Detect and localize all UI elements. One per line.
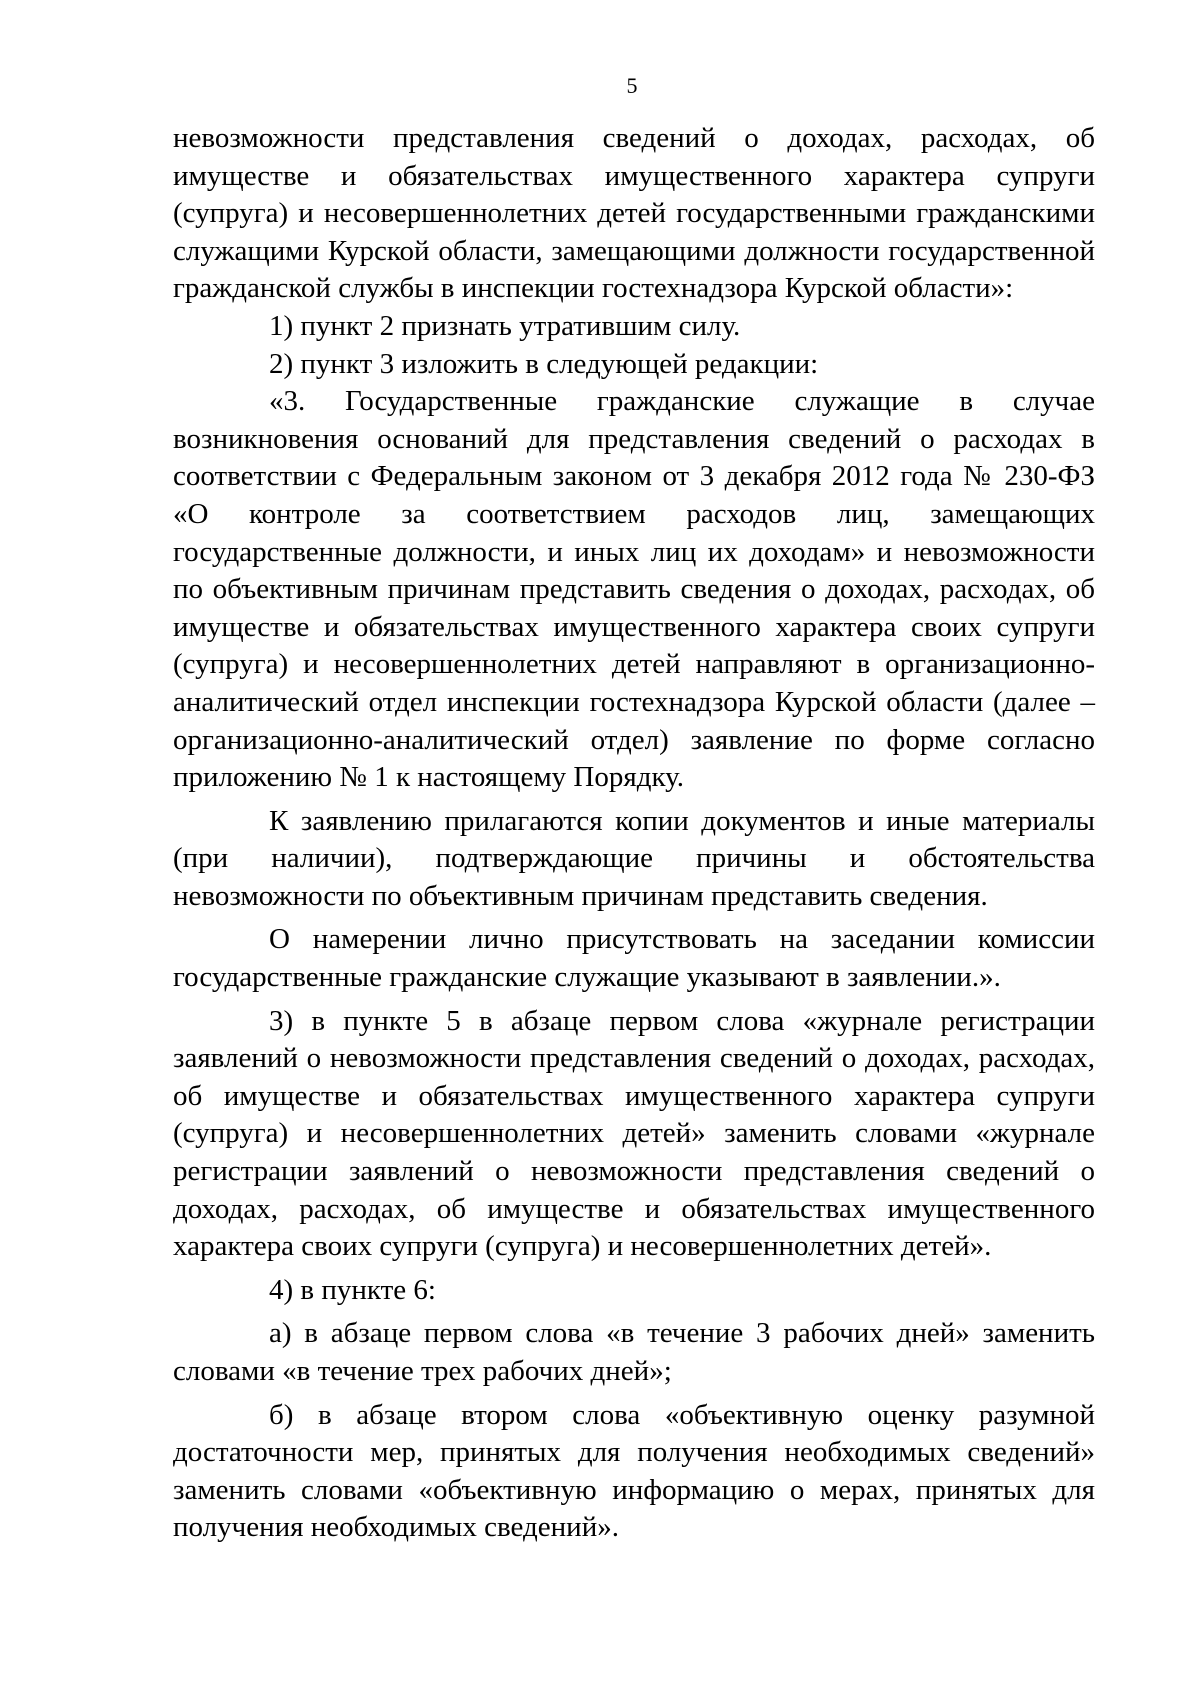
paragraph-intro-continuation: невозможности представления сведений о доходах, расходах, об имуществе и обязательствах имущественного характера супруги (супруга) и несовершеннолетних детей государственными гражданскими служащими Курской области, замещающими должности государственной гражданской службы в инспекции гостехнадзора Курской области»:: [173, 122, 1095, 305]
paragraph-item-1: 1) пункт 2 признать утратившим силу.: [269, 309, 741, 342]
paragraph-item-3: 3) в пункте 5 в абзаце первом слова «журнале регистрации заявлений о невозможности представления сведений о доходах, расходах, об имуществе и обязательствах имущественного характера супруги (супруга) и несовершеннолетних детей» заменить словами «журнале регистрации заявлений о невозможности представления сведений о доходах, расходах, об имуществе и обязательствах имущественного характера своих супруги (супруга) и несовершеннолетних детей».: [173, 1004, 1095, 1263]
page-number: 5: [626, 73, 638, 98]
paragraph-attachments: К заявлению прилагаются копии документов и иные материалы (при наличии), подтверждающие причины и обстоятельства невозможности по объективным причинам представить сведения.: [173, 804, 1095, 912]
paragraph-subitem-b: б) в абзаце втором слова «объективную оценку разумной достаточности мер, принятых для получения необходимых сведений» заменить словами «объективную информацию о мерах, принятых для получения необходимых сведений».: [173, 1398, 1095, 1544]
paragraph-item-2: 2) пункт 3 изложить в следующей редакции:: [269, 347, 819, 380]
paragraph-item-4: 4) в пункте 6:: [269, 1273, 436, 1306]
paragraph-new-clause-3: «3. Государственные гражданские служащие в случае возникновения оснований для представления сведений о расходах в соответствии с Федеральным законом от 3 декабря 2012 года № 230-ФЗ «О контроле за соответствием расходов лиц, замещающих государственные должности, и иных лиц их доходам» и невозможности по объективным причинам представить сведения о доходах, расходах, об имуществе и обязательствах имущественного характера своих супруги (супруга) и несовершеннолетних детей направляют в организационно-аналитический отдел инспекции гостехнадзора Курской области (далее – организационно-аналитический отдел) заявление по форме согласно приложению № 1 к настоящему Порядку.: [173, 385, 1095, 794]
paragraph-attendance-intent: О намерении лично присутствовать на заседании комиссии государственные гражданские служащие указывают в заявлении.».: [173, 923, 1095, 994]
paragraph-subitem-a: а) в абзаце первом слова «в течение 3 рабочих дней» заменить словами «в течение трех рабочих дней»;: [173, 1317, 1095, 1387]
document-body: [173, 120, 1095, 1547]
